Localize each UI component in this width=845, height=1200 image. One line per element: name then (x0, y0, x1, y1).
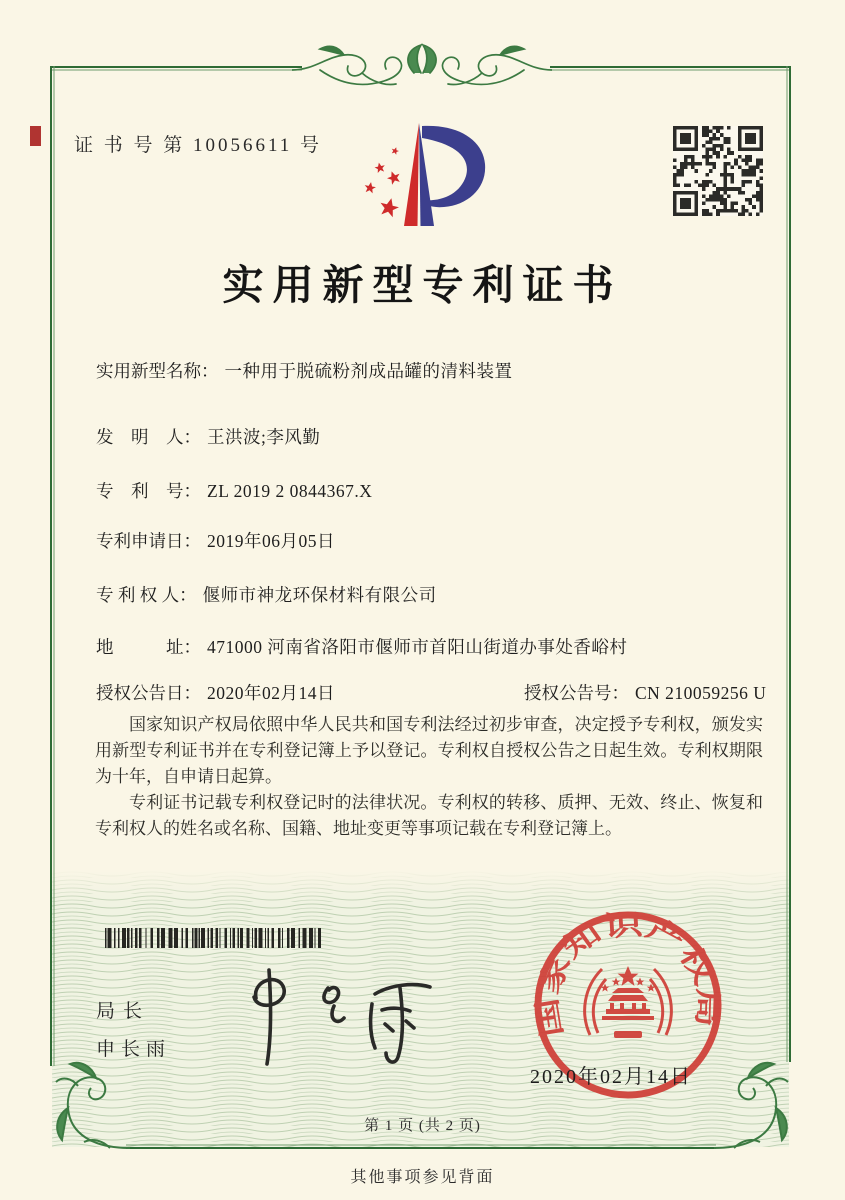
field-value: ZL 2019 2 0844367.X (207, 481, 373, 501)
field-label: 专利申请日： (96, 531, 201, 551)
certificate-title: 实用新型专利证书 (222, 262, 623, 308)
grant-date-label: 授权公告日： (96, 683, 201, 703)
signature-script (238, 962, 488, 1072)
field-value: 471000 河南省洛阳市偃师市首阳山街道办事处香峪村 (207, 637, 628, 657)
field-label: 地 址： (96, 637, 201, 657)
grant-no-label: 授权公告号： (524, 683, 629, 703)
cnipa-logo (352, 120, 492, 230)
field-row-address (96, 634, 776, 658)
seal-national-emblem (585, 966, 672, 1038)
frame-right-border (786, 66, 791, 1062)
back-side-note: 其他事项参见背面 (350, 1169, 495, 1186)
field-row-name (96, 358, 776, 382)
frame-left-border (50, 66, 55, 1066)
field-label: 发 明 人： (96, 427, 201, 447)
seal-date: 2020年02月14日 (530, 1066, 692, 1088)
field-row-inventor (96, 424, 776, 448)
signer-name: 申长雨 (96, 1039, 172, 1060)
top-flourish-ornament (292, 42, 552, 98)
bottom-left-corner-ornament (48, 1056, 138, 1156)
logo-spire-red (404, 123, 419, 226)
logo-p-bowl (422, 126, 485, 207)
field-label: 专 利 号： (96, 481, 201, 501)
seal-text-arc: 国家知识产权局 (533, 910, 723, 1040)
field-label: 专 利 权 人： (96, 585, 197, 605)
certificate-number: 证 书 号 第 10056611 号 (74, 135, 323, 156)
red-edge-mark (30, 126, 41, 146)
grant-no-value: CN 210059256 U (635, 683, 767, 703)
page-number: 第 1 页 (共 2 页) (364, 1118, 481, 1134)
grant-date-value: 2020年02月14日 (207, 683, 335, 703)
signer-title: 局长 (96, 1001, 151, 1022)
legal-text (95, 712, 763, 842)
frame-top-right-segment (550, 66, 791, 71)
band-top-fade (52, 870, 789, 904)
frame-bottom-border (126, 1144, 716, 1149)
field-value: 一种用于脱硫粉剂成品罐的清料装置 (224, 361, 513, 381)
field-value: 2019年06月05日 (207, 531, 335, 551)
field-value: 王洪波;李风勤 (207, 427, 321, 447)
field-row-patentee (96, 582, 776, 606)
field-row-grant (96, 680, 776, 704)
barcode (105, 928, 321, 948)
field-row-filing-date (96, 528, 776, 552)
logo-stars (364, 146, 403, 218)
frame-top-left-segment (50, 66, 302, 71)
legal-paragraph-2: 专利证书记载专利权登记时的法律状况。专利权的转移、质押、无效、终止、恢复和专利权人的姓名或名称、国籍、地址变更等事项记载在专利登记簿上。 (95, 793, 763, 838)
field-label: 实用新型名称： (96, 361, 219, 381)
field-value: 偃师市神龙环保材料有限公司 (202, 585, 437, 605)
field-row-patent-no (96, 478, 776, 502)
legal-paragraph-1: 国家知识产权局依照中华人民共和国专利法经过初步审查，决定授予专利权，颁发实用新型专利证书并在专利登记簿上予以登记。专利权自授权公告之日起生效。专利权期限为十年，自申请日起算。 (95, 715, 763, 786)
qr-code (673, 126, 763, 216)
